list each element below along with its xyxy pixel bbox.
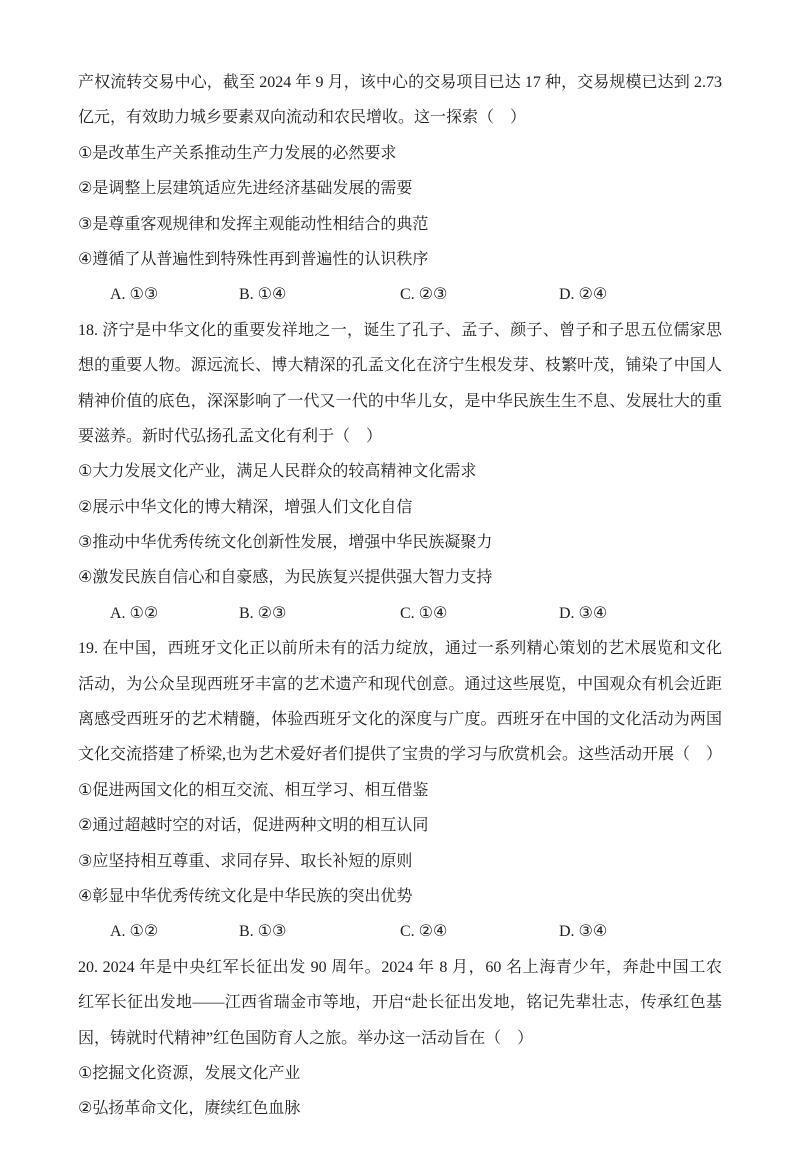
option-line-4: ④彰显中华优秀传统文化是中华民族的突出优势 [78,887,413,905]
choice-d: D. ③④ [559,604,608,622]
stem-line: 要滋养。新时代弘扬孔孟文化有利于（ ） [78,427,383,445]
answer-choices-row [78,277,722,312]
answer-choices-row [78,596,722,631]
choice-c: C. ①④ [400,604,448,622]
option-line-4: ④遵循了从普遍性到特殊性再到普遍性的认识秩序 [78,250,429,268]
answer-choices-row [78,914,722,949]
stem-line: 亿元，有效助力城乡要素双向流动和农民增收。这一探索（ ） [78,109,527,127]
option-line-2: ②是调整上层建筑适应先进经济基础发展的需要 [78,180,413,198]
choice-b: B. ②③ [239,604,287,622]
option-line-3: ③是尊重客观规律和发挥主观能动性相结合的典范 [78,215,429,233]
stem-line: 18. 济宁是中华文化的重要发祥地之一，诞生了孔子、孟子、颜子、曾子和子思五位儒家思 [78,321,722,339]
question-20 [78,950,722,1127]
stem-line: 产权流转交易中心，截至 2024 年 9 月，该中心的交易项目已达 17 种，交易规模已达到 2.73 [78,74,722,91]
option-line-1: ①促进两国文化的相互交流、相互学习、相互借鉴 [78,781,429,799]
option-line-1: ①挖掘文化资源，发展文化产业 [78,1064,301,1082]
choice-a: A. ①② [110,923,159,941]
stem-line: 20. 2024 年是中央红军长征出发 90 周年。2024 年 8 月，60 名上海青少年，奔赴中国工农 [78,958,722,976]
option-line-1: ①是改革生产关系推动生产力发展的必然要求 [78,144,397,162]
stem-line: 精神价值的底色，深深影响了一代又一代的中华儿女，是中华民族生生不息、发展壮大的重 [78,392,722,410]
stem-line: 19. 在中国，西班牙文化正以前所未有的活力绽放，通过一系列精心策划的艺术展览和文化 [78,640,722,658]
stem-line: 因，铸就时代精神”红色国防育人之旅。举办这一活动旨在（ ） [78,1029,534,1047]
choice-b: B. ①④ [239,286,287,304]
option-line-2: ②通过超越时空的对话，促进两种文明的相互认同 [78,817,429,835]
choice-d: D. ③④ [559,923,608,941]
stem-line: 离感受西班牙的艺术精髓，体验西班牙文化的深度与广度。西班牙在中国的文化活动为两国 [78,711,722,729]
stem-line: 红军长征出发地——江西省瑞金市等地，开启“赴长征出发地，铭记先辈壮志，传承红色基 [78,994,722,1012]
choice-a: A. ①② [110,604,159,622]
question-18 [78,313,722,632]
question-19 [78,631,722,950]
stem-line: 文化交流搭建了桥梁,也为艺术爱好者们提供了宝贵的学习与欣赏机会。这些活动开展（ ） [78,746,723,764]
choice-c: C. ②③ [400,286,448,304]
choice-c: C. ②④ [400,923,448,941]
option-line-2: ②弘扬革命文化，赓续红色血脉 [78,1100,301,1118]
stem-line: 想的重要人物。源远流长、博大精深的孔孟文化在济宁生根发芽、枝繁叶茂，铺染了中国人 [78,357,722,375]
choice-d: D. ②④ [559,286,608,304]
option-line-4: ④激发民族自信心和自豪感，为民族复兴提供强大智力支持 [78,569,493,587]
option-line-2: ②展示中华文化的博大精深，增强人们文化自信 [78,498,413,516]
option-line-3: ③应坚持相互尊重、求同存异、取长补短的原则 [78,852,413,870]
choice-b: B. ①③ [239,923,287,941]
stem-line: 活动，为公众呈现西班牙丰富的艺术遗产和现代创意。通过这些展览，中国观众有机会近距 [78,675,722,693]
question-17 [78,65,722,313]
option-line-3: ③推动中华优秀传统文化创新性发展，增强中华民族凝聚力 [78,534,493,552]
choice-a: A. ①③ [110,286,159,304]
option-line-1: ①大力发展文化产业，满足人民群众的较高精神文化需求 [78,463,477,481]
